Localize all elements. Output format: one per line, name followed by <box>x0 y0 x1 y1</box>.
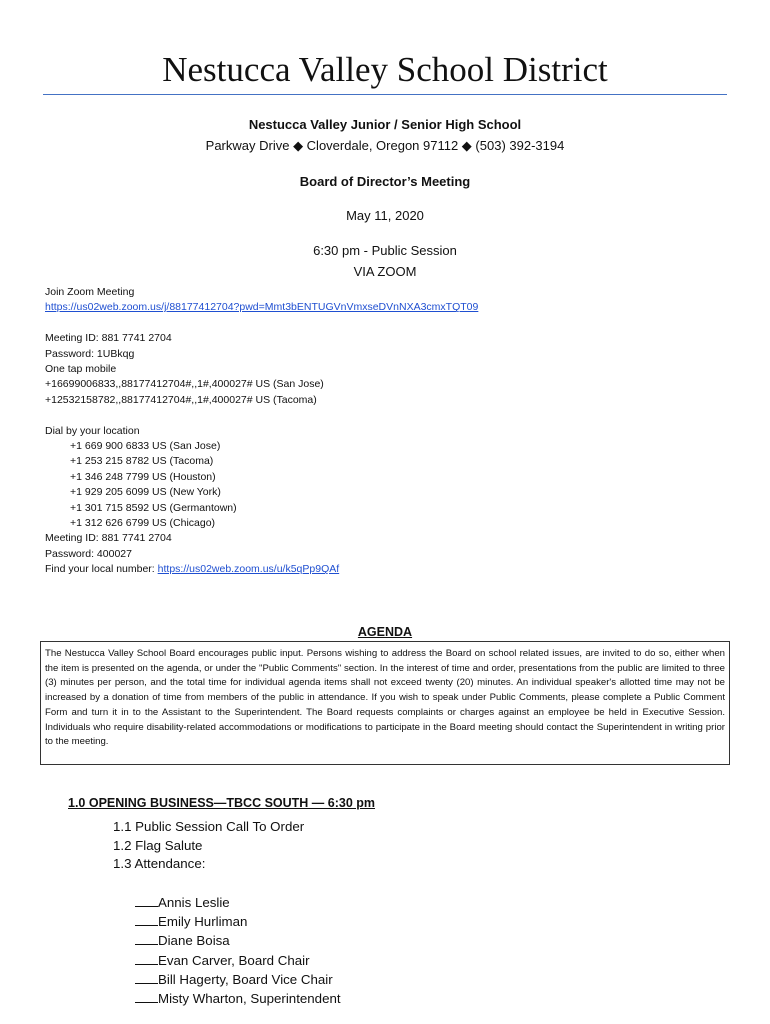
one-tap-number: +16699006833,,88177412704#,,1#,400027# US (San Jose) <box>45 378 324 391</box>
attendance-blank <box>135 931 158 945</box>
agenda-item: 1.1 Public Session Call To Order <box>113 819 305 834</box>
find-local-label: Find your local number: <box>45 563 155 576</box>
attendance-blank <box>135 970 158 984</box>
attendee-name: Diane Boisa <box>158 933 230 949</box>
dial-number: +1 312 626 6799 US (Chicago) <box>70 517 216 530</box>
meeting-id: Meeting ID: 881 7741 2704 <box>45 332 172 345</box>
attendance-row <box>135 912 341 931</box>
attendance-list <box>135 893 341 1008</box>
find-local-link[interactable]: https://us02web.zoom.us/u/k5qPp9QAf <box>157 563 340 576</box>
dial-number: +1 346 248 7799 US (Houston) <box>70 470 216 483</box>
attendee-name: Misty Wharton, Superintendent <box>158 991 341 1007</box>
zoom-join-link[interactable]: https://us02web.zoom.us/j/88177412704?pwd=Mmt3bENTUGVnVmxseDVnNXA3cmxTQT09 <box>45 301 479 314</box>
agenda-item: 1.2 Flag Salute <box>113 837 203 853</box>
join-zoom-label: Join Zoom Meeting <box>45 286 135 298</box>
section-items <box>113 818 304 874</box>
school-address: Parkway Drive ◆ Cloverdale, Oregon 97112 ◆ (503) 392-3194 <box>205 138 565 153</box>
attendance-row <box>135 970 341 989</box>
attendance-blank <box>135 951 158 965</box>
meeting-password: Password: 1UBkqg <box>45 347 135 360</box>
dial-number: +1 929 205 6099 US (New York) <box>70 486 221 499</box>
attendance-blank <box>135 912 158 926</box>
attendee-name: Annis Leslie <box>158 895 230 910</box>
agenda-item: 1.3 Attendance: <box>113 856 206 872</box>
attendance-row <box>135 893 341 912</box>
dial-number: +1 669 900 6833 US (San Jose) <box>70 440 221 453</box>
one-tap-label: One tap mobile <box>45 363 117 376</box>
attendance-blank <box>135 989 158 1003</box>
attendee-name: Bill Hagerty, Board Vice Chair <box>158 971 333 987</box>
agenda-heading: AGENDA <box>357 625 413 639</box>
attendee-name: Emily Hurliman <box>158 914 248 930</box>
dial-number: +1 301 715 8592 US (Germantown) <box>70 501 237 514</box>
document-title: Nestucca Valley School District <box>162 50 608 89</box>
one-tap-number: +12532158782,,88177412704#,,1#,400027# US (Tacoma) <box>45 393 317 406</box>
via-zoom: VIA ZOOM <box>353 264 417 279</box>
session-time: 6:30 pm - Public Session <box>313 243 457 258</box>
meeting-password: Password: 400027 <box>45 547 132 560</box>
zoom-details <box>45 285 478 578</box>
school-name: Nestucca Valley Junior / Senior High School <box>248 117 522 132</box>
meeting-title: Board of Director’s Meeting <box>299 174 471 189</box>
attendance-row <box>135 951 341 970</box>
section-heading: 1.0 OPENING BUSINESS—TBCC SOUTH — 6:30 pm <box>68 796 376 810</box>
title-divider <box>43 94 727 95</box>
public-input-notice: The Nestucca Valley School Board encourages public input. Persons wishing to address the Board on school related issues, are invited to do so, either when the item is presented on the agenda, or under the "Public Comments" section. In the interest of time and order, presentations from the public are limited to three (3) minutes per person, and the total time for individual agenda items shall not exceed twenty (20) minutes. An individual speaker's allotted time may not be increased by a donation of time from members of the public in attendance. If you wish to speak under Public Comments, please complete a Public Comment Form and turn it in to the Assistant to the Superintendent. The Board requests complaints or charges against an employee be held in Executive Session. Individuals who require disability-related accommodations or modifications to participate in the Board meeting should contact the Superintendent in writing prior to the meeting. <box>40 641 730 765</box>
meeting-date: May 11, 2020 <box>346 208 424 223</box>
attendance-row <box>135 989 341 1008</box>
attendee-name: Evan Carver, Board Chair <box>158 952 310 968</box>
meeting-id: Meeting ID: 881 7741 2704 <box>45 532 172 545</box>
attendance-row <box>135 931 341 950</box>
attendance-blank <box>135 893 158 907</box>
dial-label: Dial by your location <box>45 424 140 437</box>
dial-number: +1 253 215 8782 US (Tacoma) <box>70 455 214 468</box>
